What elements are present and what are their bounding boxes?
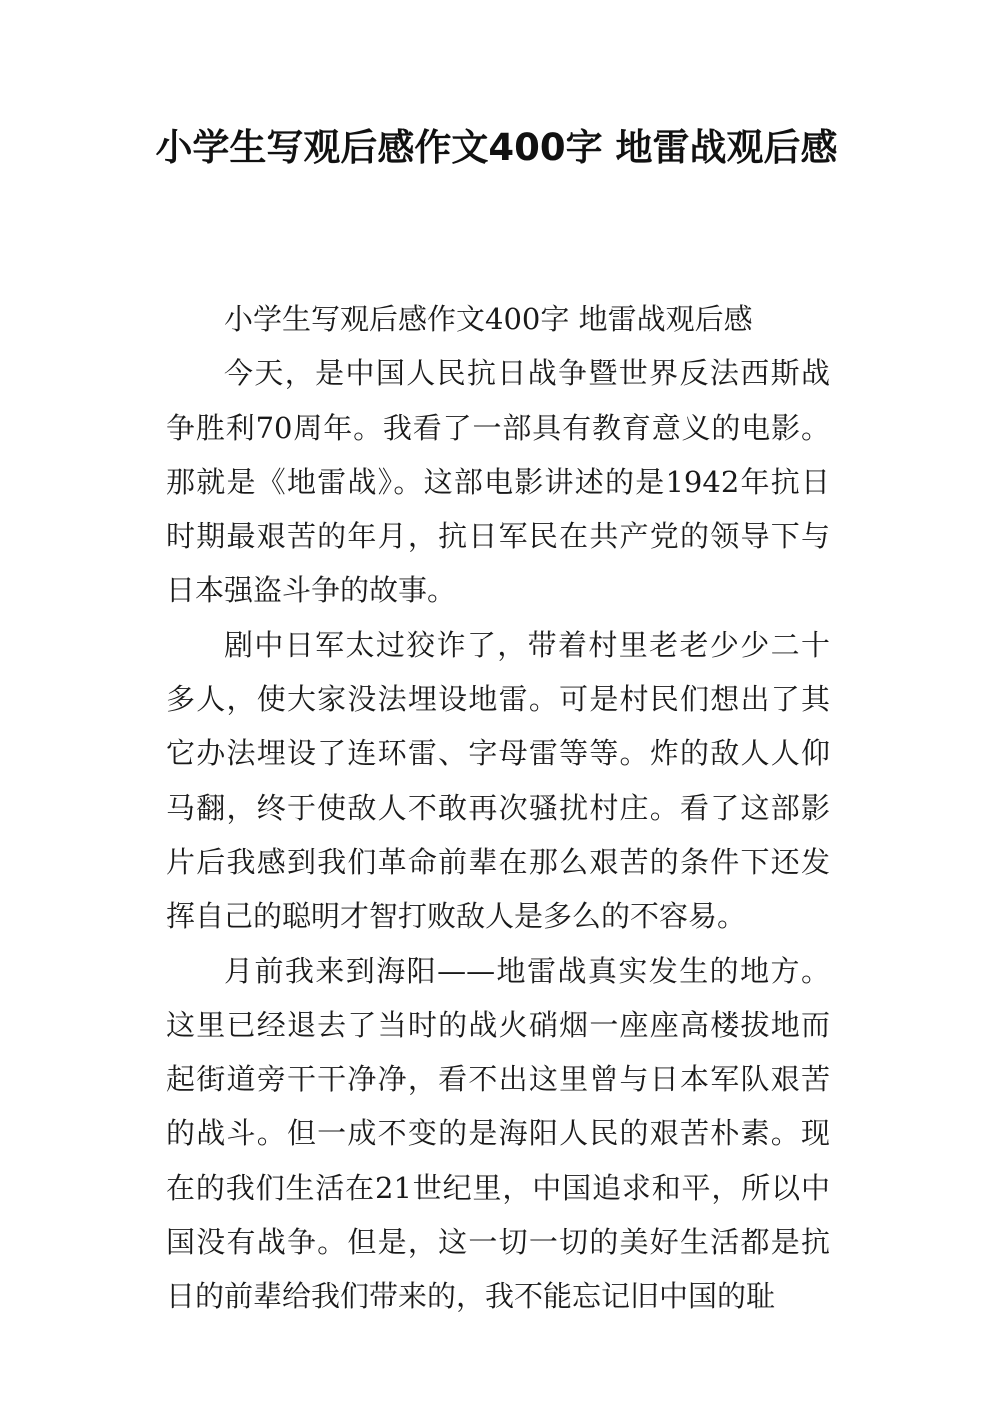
document-body <box>166 292 830 1324</box>
document-title: 小学生写观后感作文400字 地雷战观后感 <box>155 126 838 169</box>
body-paragraph: 剧中日军太过狡诈了，带着村里老老少少二十多人，使大家没法埋设地雷。可是村民们想出了其它办法埋设了连环雷、字母雷等等。炸的敌人人仰马翻，终于使敌人不敢再次骚扰村庄。看了这部影片后我感到我们革命前辈在那么艰苦的条件下还发挥自己的聪明才智打败敌人是多么的不容易。 <box>166 627 830 934</box>
body-paragraph: 月前我来到海阳——地雷战真实发生的地方。这里已经退去了当时的战火硝烟一座座高楼拔地而起街道旁干干净净，看不出这里曾与日本军队艰苦的战斗。但一成不变的是海阳人民的艰苦朴素。现在的我们生活在21世纪里，中国追求和平，所以中国没有战争。但是，这一切一切的美好生活都是抗日的前辈给我们带来的，我不能忘记旧中国的耻 <box>166 953 830 1314</box>
body-paragraph: 今天，是中国人民抗日战争暨世界反法西斯战争胜利70周年。我看了一部具有教育意义的电影。那就是《地雷战》。这部电影讲述的是1942年抗日时期最艰苦的年月，抗日军民在共产党的领导下与日本强盗斗争的故事。 <box>166 356 830 608</box>
subtitle-paragraph: 小学生写观后感作文400字 地雷战观后感 <box>224 302 753 336</box>
